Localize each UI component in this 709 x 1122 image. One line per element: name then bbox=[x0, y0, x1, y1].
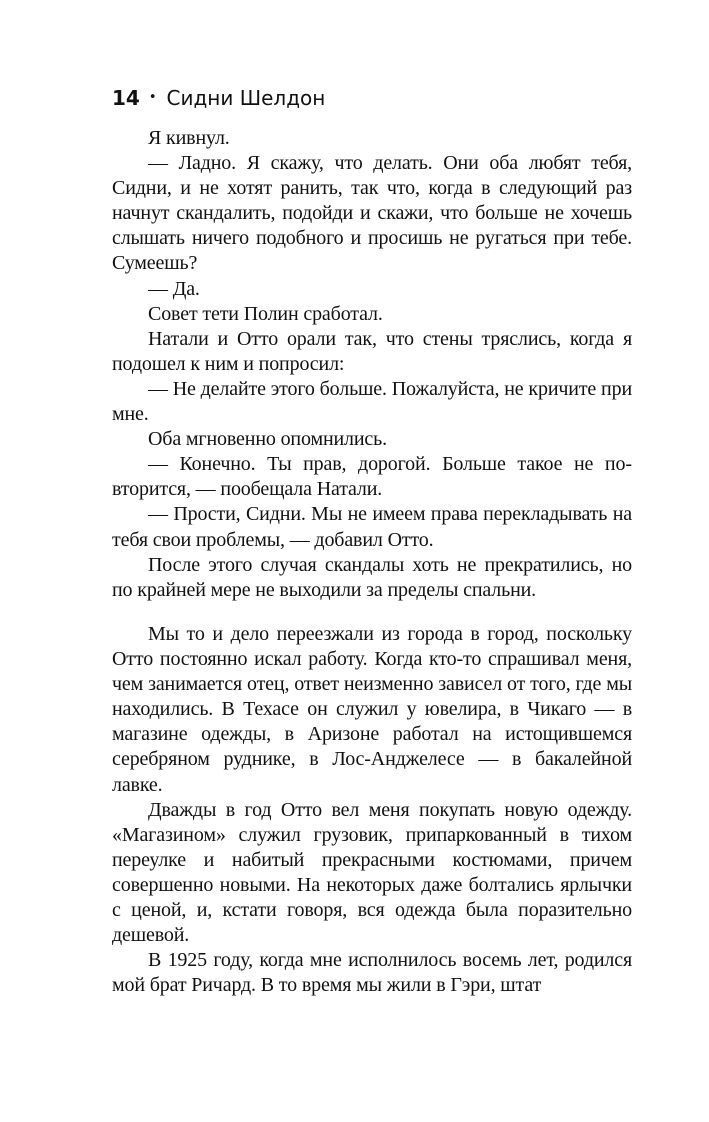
page-number: 14 bbox=[112, 86, 140, 110]
paragraph: В 1925 году, когда мне исполнилось восемь лет, родился мой брат Ричард. В то время мы жили в Гэри, штат bbox=[112, 949, 632, 997]
paragraph: Я кивнул. bbox=[148, 127, 230, 149]
text-section-2 bbox=[112, 622, 632, 998]
paragraph: Дважды в год Отто вел меня покупать новую одежду. «Магазином» служил грузовик, припаркованный в тихом переулке и набитый прекрасными костюмами, причем совершенно новыми. На некоторых даже болтались ярлычки с ценой, и, кстати говоря, вся одежда была поразительно дешевой. bbox=[112, 798, 632, 947]
paragraph: Натали и Отто орали так, что стены тряслись, когда я подошел к ним и попросил: bbox=[112, 327, 632, 375]
paragraph: Совет тети Полин сработал. bbox=[148, 302, 383, 325]
paragraph: — Не делайте этого больше. Пожалуйста, не кричите при мне. bbox=[112, 377, 632, 426]
running-title: Сидни Шелдон bbox=[166, 86, 326, 110]
paragraph: — Конечно. Ты прав, дорогой. Больше такое не повторится, — пообещала Натали. bbox=[112, 453, 632, 501]
paragraph: — Ладно. Я скажу, что делать. Они оба любят тебя, Сидни, и не хотят ранить, так что, когда в следующий раз начнут скандалить, подойди и скажи, что больше не хочешь слышать ничего подобного и просишь не ругаться при тебе. Сумеешь? bbox=[112, 152, 632, 275]
paragraph: Оба мгновенно опомнились. bbox=[148, 428, 387, 451]
paragraph: Мы то и дело переезжали из города в город, поскольку Отто постоянно искал работу. Когда кто-то спрашивал меня, чем занимается отец, ответ неизменно зависел от того, где мы находились. В Техасе он служил у ювелира, в Чикаго — в магазине одежды, в Аризоне работал на истощившемся серебряном руднике, в Лос-Анджелесе — в бакалейной лавке. bbox=[112, 623, 632, 796]
header-separator: • bbox=[148, 89, 157, 105]
running-header bbox=[112, 83, 325, 113]
paragraph: — Да. bbox=[148, 277, 200, 300]
text-section-1 bbox=[112, 126, 632, 603]
paragraph: — Прости, Сидни. Мы не имеем права перекладывать на тебя свои проблемы, — добавил Отто. bbox=[112, 503, 632, 551]
paragraph: После этого случая скандалы хоть не прекратились, но по крайней мере не выходили за пределы спальни. bbox=[112, 553, 632, 601]
